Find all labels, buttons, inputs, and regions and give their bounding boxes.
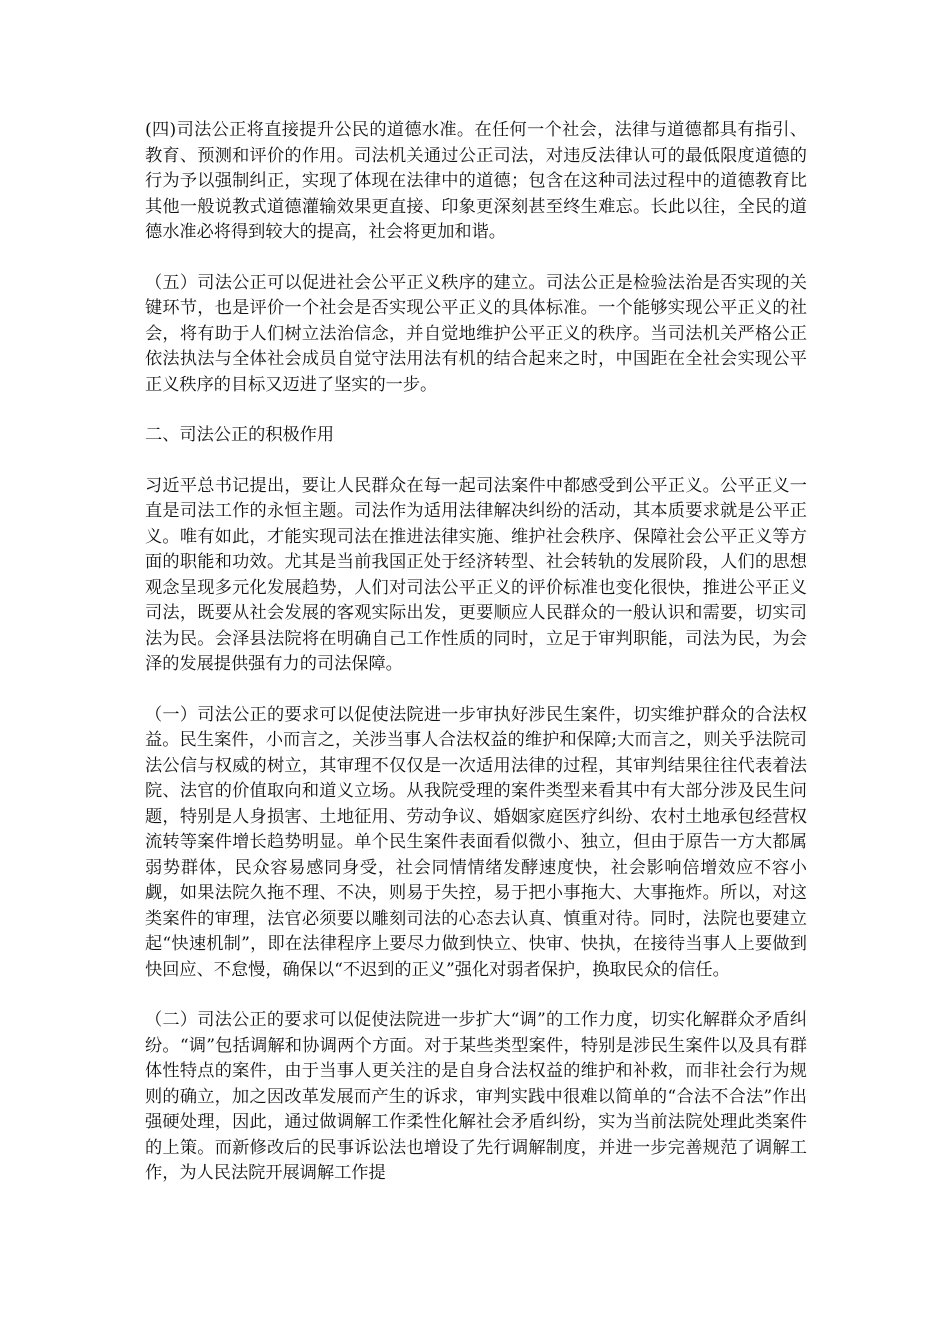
section-heading-positive-role: 二、司法公正的积极作用 [145,425,335,445]
paragraph-intro-positive-role: 习近平总书记提出，要让人民群众在每一起司法案件中都感受到公平正义。公平正义一直是司法工作的永恒主题。司法作为适用法律解决纠纷的活动，其本质要求就是公平正义。唯有如此，才能实现司法在推进法律实施、维护社会秩序、保障社会公平正义等方面的职能和功效。尤其是当前我国正处于经济转型、社会转轨的发展阶段，人们的思想观念呈现多元化发展趋势，人们对司法公平正义的评价标准也变化很快，推进公平正义司法，既要从社会发展的客观实际出发，更要顺应人民群众的一般认识和需要，切实司法为民。会泽县法院将在明确自己工作性质的同时，立足于审判职能，司法为民，为会泽的发展提供强有力的司法保障。 [145,475,807,674]
paragraph-moral-standard: (四)司法公正将直接提升公民的道德水准。在任何一个社会，法律与道德都具有指引、教育、预测和评价的作用。司法机关通过公正司法，对违反法律认可的最低限度道德的行为予以强制纠正，实现了体现在法律中的道德；包含在这种司法过程中的道德教育比其他一般说教式道德灌输效果更直接、印象更深刻甚至终生难忘。长此以往，全民的道德水准必将得到较大的提高，社会将更加和谐。 [145,120,807,242]
paragraph-mediation: （二）司法公正的要求可以促使法院进一步扩大“调”的工作力度，切实化解群众矛盾纠纷。“调”包括调解和协调两个方面。对于某些类型案件，特别是涉民生案件以及具有群体性特点的案件，由于当事人更关注的是自身合法权益的维护和补救，而非社会行为规则的确立，加之因改革发展而产生的诉求，审判实践中很难以简单的“合法不合法”作出强硬处理，因此，通过做调解工作柔性化解社会矛盾纠纷，实为当前法院处理此类案件的上策。而新修改后的民事诉讼法也增设了先行调解制度，并进一步完善规范了调解工作，为人民法院开展调解工作提 [145,1010,807,1183]
paragraph-livelihood-cases: （一）司法公正的要求可以促使法院进一步审执好涉民生案件，切实维护群众的合法权益。民生案件，小而言之，关涉当事人合法权益的维护和保障;大而言之，则关乎法院司法公信与权威的树立，其审理不仅仅是一次适用法律的过程，其审判结果往往代表着法院、法官的价值取向和道义立场。从我院受理的案件类型来看其中有大部分涉及民生问题，特别是人身损害、土地征用、劳动争议、婚姻家庭医疗纠纷、农村土地承包经营权流转等案件增长趋势明显。单个民生案件表面看似微小、独立，但由于原告一方大都属弱势群体，民众容易感同身受，社会同情情绪发酵速度快，社会影响倍增效应不容小觑，如果法院久拖不理、不决，则易于失控，易于把小事拖大、大事拖炸。所以，对这类案件的审理，法官必须要以雕刻司法的心态去认真、慎重对待。同时，法院也要建立起“快速机制”，即在法律程序上要尽力做到快立、快审、快执，在接待当事人上要做到快回应、不怠慢，确保以“不迟到的正义”强化对弱者保护，换取民众的信任。 [145,704,807,980]
paragraph-justice-order: （五）司法公正可以促进社会公平正义秩序的建立。司法公正是检验法治是否实现的关键环节，也是评价一个社会是否实现公平正义的具体标准。一个能够实现公平正义的社会，将有助于人们树立法治信念，并自觉地维护公平正义的秩序。当司法机关严格公正依法执法与全体社会成员自觉守法用法有机的结合起来之时，中国距在全社会实现公平正义秩序的目标又迈进了坚实的一步。 [145,272,807,395]
document-body [145,118,807,1212]
